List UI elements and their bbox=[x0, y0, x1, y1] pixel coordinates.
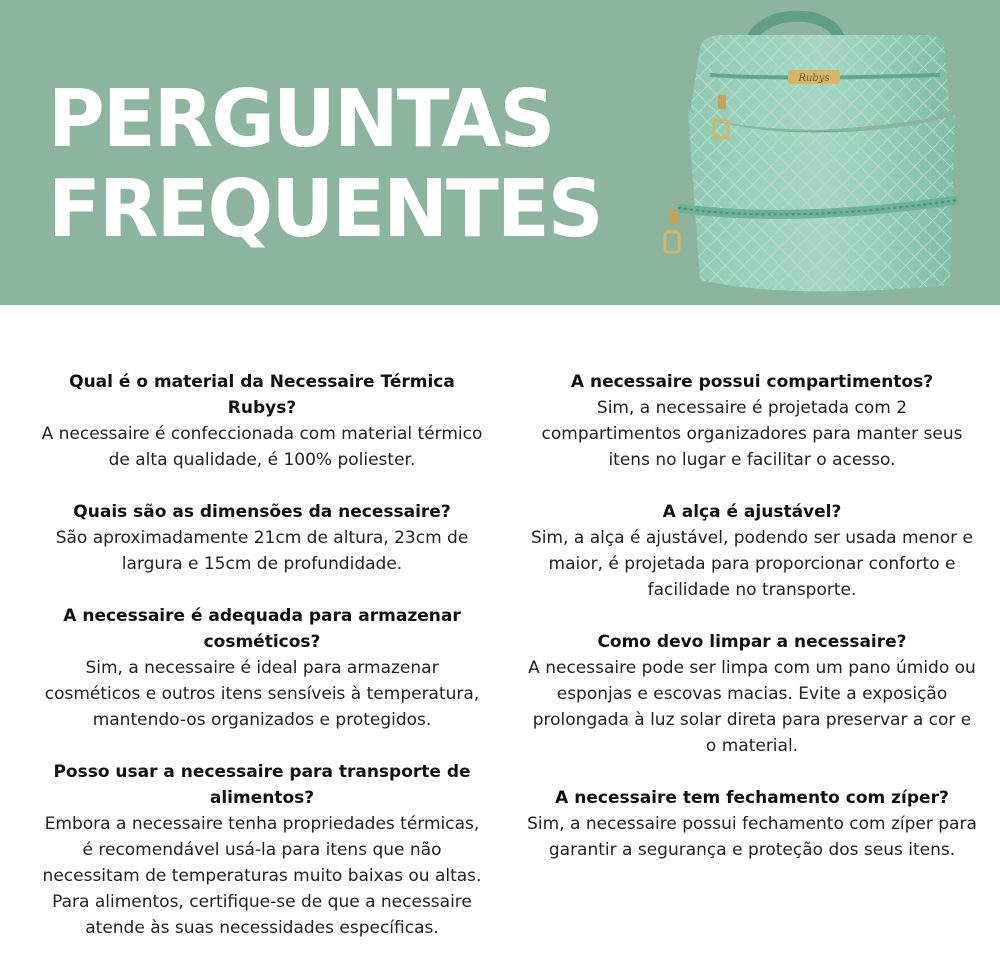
faq-question: A necessaire é adequada para armazenar cosméticos? bbox=[63, 606, 461, 652]
faq-question: Qual é o material da Necessaire Térmica Rubys? bbox=[69, 372, 455, 418]
hero-banner bbox=[0, 0, 1000, 305]
faq-item bbox=[37, 499, 487, 577]
thermal-bag-image bbox=[640, 0, 980, 305]
faq-item bbox=[527, 629, 977, 759]
bag-brand-label: Rubys bbox=[798, 73, 830, 84]
faq-answer: Sim, a necessaire é projetada com 2 compartimentos organizadores para manter seus itens no lugar e facilitar o acesso. bbox=[541, 398, 963, 470]
faq-answer: A necessaire é confeccionada com material térmico de alta qualidade, é 100% poliester. bbox=[41, 424, 483, 470]
faq-question: Como devo limpar a necessaire? bbox=[597, 632, 907, 652]
faq-column-right bbox=[527, 369, 977, 889]
faq-question: Posso usar a necessaire para transporte de alimentos? bbox=[53, 762, 471, 808]
faq-answer: Sim, a necessaire possui fechamento com zíper para garantir a segurança e proteção dos seus itens. bbox=[527, 814, 977, 860]
page-title bbox=[48, 74, 602, 254]
title-line-1: PERGUNTAS bbox=[48, 73, 554, 165]
faq-answer: A necessaire pode ser limpa com um pano úmido ou esponjas e escovas macias. Evite a exposição prolongada à luz solar direta para preservar a cor e o material. bbox=[528, 658, 976, 756]
faq-item bbox=[37, 603, 487, 733]
faq-answer: Sim, a necessaire é ideal para armazenar cosméticos e outros itens sensíveis à temperatura, mantendo-os organizados e protegidos. bbox=[44, 658, 480, 730]
faq-column-left bbox=[37, 369, 487, 967]
faq-item bbox=[37, 759, 487, 941]
faq-answer: Sim, a alça é ajustável, podendo ser usada menor e maior, é projetada para proporcionar conforto e facilidade no transporte. bbox=[530, 528, 973, 600]
faq-question: A alça é ajustável? bbox=[662, 502, 842, 522]
title-line-2: FREQUENTES bbox=[48, 163, 602, 255]
faq-item bbox=[527, 499, 977, 603]
faq-question: A necessaire tem fechamento com zíper? bbox=[555, 788, 949, 808]
faq-answer: Embora a necessaire tenha propriedades térmicas, é recomendável usá-la para itens que não necessitam de temperaturas muito baixas ou altas. Para alimentos, certifique-se de que a necessaire atende às suas necessidades específicas. bbox=[42, 814, 482, 938]
faq-answer: São aproximadamente 21cm de altura, 23cm de largura e 15cm de profundidade. bbox=[55, 528, 469, 574]
faq-item bbox=[37, 369, 487, 473]
faq-item bbox=[527, 369, 977, 473]
faq-item bbox=[527, 785, 977, 863]
faq-question: A necessaire possui compartimentos? bbox=[570, 372, 934, 392]
faq-question: Quais são as dimensões da necessaire? bbox=[73, 502, 451, 522]
